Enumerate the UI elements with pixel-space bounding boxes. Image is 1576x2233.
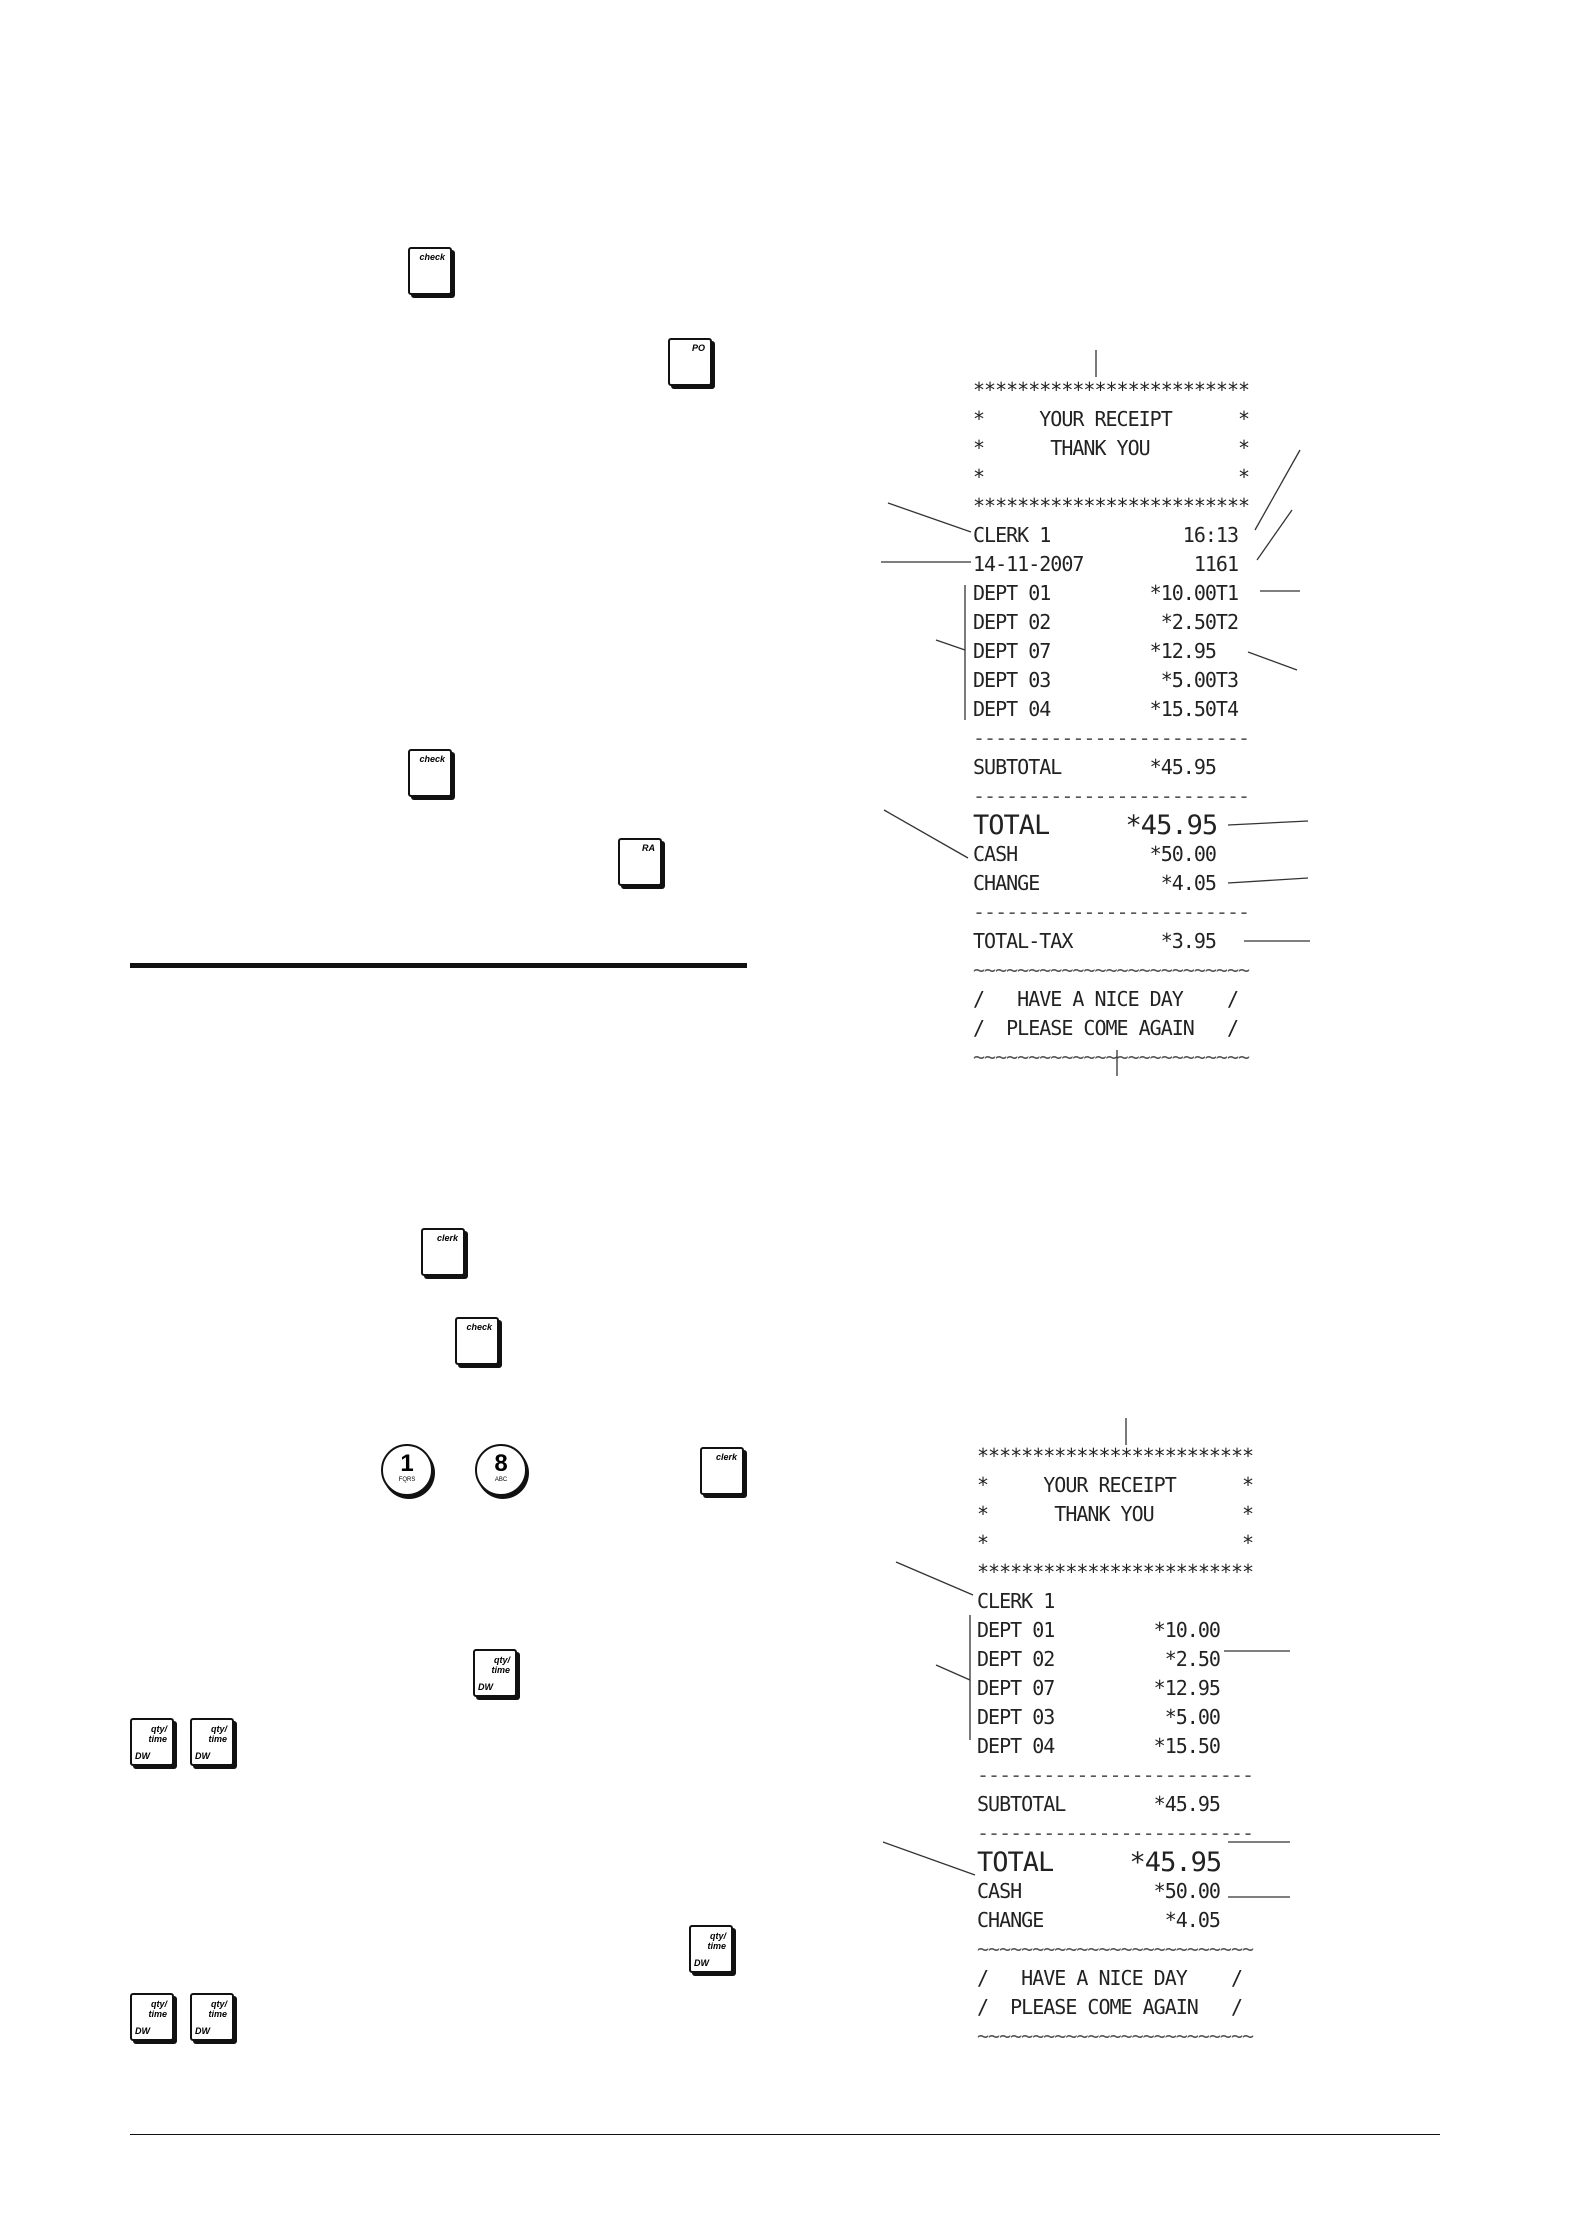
page-footer-rule [130,2134,1440,2135]
receipt-line: DEPT 04 *15.50 [977,1734,1220,1758]
po-key-label: PO [691,343,705,353]
receipt-line: ~~~~~~~~~~~~~~~~~~~~~~~~~ [973,1045,1250,1069]
receipt-line: ************************* [973,494,1250,518]
number-8-letters: ABC [494,1477,508,1483]
receipt-line: * THANK YOU * [977,1502,1254,1526]
receipt-line: TOTAL *45.95 [977,1847,1222,1878]
qty-time-key-label: qty/ time [208,1724,227,1744]
qty-time-key-sub: DW [478,1682,493,1692]
receipt-line: TOTAL *45.95 [973,810,1218,841]
receipt-line: * * [977,1531,1254,1555]
receipt-line: ------------------------- [977,1763,1254,1787]
ra-key-label: RA [642,843,655,853]
receipt-line: ************************* [977,1560,1254,1584]
receipt-line: DEPT 07 *12.95 [977,1676,1220,1700]
receipt-line: 14-11-2007 1161 [973,552,1238,576]
receipt-line: SUBTOTAL *45.95 [973,755,1216,779]
qty-time-key-sub: DW [195,2026,210,2036]
receipt-line: DEPT 03 *5.00 [977,1705,1220,1729]
receipt-line: DEPT 03 *5.00T3 [973,668,1238,692]
receipt-line: CLERK 1 16:13 [973,523,1238,547]
receipt-line: ~~~~~~~~~~~~~~~~~~~~~~~~~ [973,958,1250,982]
receipt-line: ************************* [973,378,1250,402]
receipt-line: ~~~~~~~~~~~~~~~~~~~~~~~~~ [977,1937,1254,1961]
receipt-line: DEPT 04 *15.50T4 [973,697,1238,721]
qty-time-key-sub: DW [135,2026,150,2036]
check-key-label: check [466,1322,492,1332]
qty-time-key-sub: DW [694,1958,709,1968]
receipt-line: ------------------------- [977,1821,1254,1845]
receipt-line: / HAVE A NICE DAY / [973,987,1238,1011]
receipt-line: SUBTOTAL *45.95 [977,1792,1220,1816]
receipt-line: ************************* [977,1444,1254,1468]
receipt-line: * THANK YOU * [973,436,1250,460]
receipt-line: DEPT 01 *10.00 [977,1618,1220,1642]
receipt-line: ------------------------- [973,900,1250,924]
receipt-line: / PLEASE COME AGAIN / [977,1995,1242,2019]
number-1-letters: FQRS [398,1477,416,1483]
receipt-line: CASH *50.00 [973,842,1216,866]
qty-time-key-label: qty/ time [148,1999,167,2019]
receipt-line: ------------------------- [973,784,1250,808]
qty-time-key-sub: DW [135,1751,150,1761]
receipt-line: ------------------------- [973,726,1250,750]
qty-time-key-label: qty/ time [148,1724,167,1744]
receipt-line: / HAVE A NICE DAY / [977,1966,1242,1990]
receipt-line: DEPT 07 *12.95 [973,639,1216,663]
qty-time-key-label: qty/ time [707,1931,726,1951]
receipt-line: CHANGE *4.05 [973,871,1216,895]
receipt-line: * * [973,465,1250,489]
receipt-line: / PLEASE COME AGAIN / [973,1016,1238,1040]
receipt-line: DEPT 02 *2.50T2 [973,610,1238,634]
receipt-line: DEPT 01 *10.00T1 [973,581,1238,605]
receipt-line: ~~~~~~~~~~~~~~~~~~~~~~~~~ [977,2024,1254,2048]
qty-time-key-label: qty/ time [491,1655,510,1675]
qty-time-key-label: qty/ time [208,1999,227,2019]
receipt-line: CASH *50.00 [977,1879,1220,1903]
receipt-line: * YOUR RECEIPT * [977,1473,1254,1497]
receipt-line: CHANGE *4.05 [977,1908,1220,1932]
receipt-line: DEPT 02 *2.50 [977,1647,1220,1671]
check-key-label: check [419,252,445,262]
check-key-label: check [419,754,445,764]
clerk-key-label: clerk [715,1452,737,1462]
receipt-line: TOTAL-TAX *3.95 [973,929,1216,953]
qty-time-key-sub: DW [195,1751,210,1761]
receipt-line: * YOUR RECEIPT * [973,407,1250,431]
number-8-digit: 8 [494,1450,508,1477]
number-1-digit: 1 [400,1450,414,1477]
clerk-key-label: clerk [436,1233,458,1243]
receipt-line: CLERK 1 [977,1589,1055,1613]
